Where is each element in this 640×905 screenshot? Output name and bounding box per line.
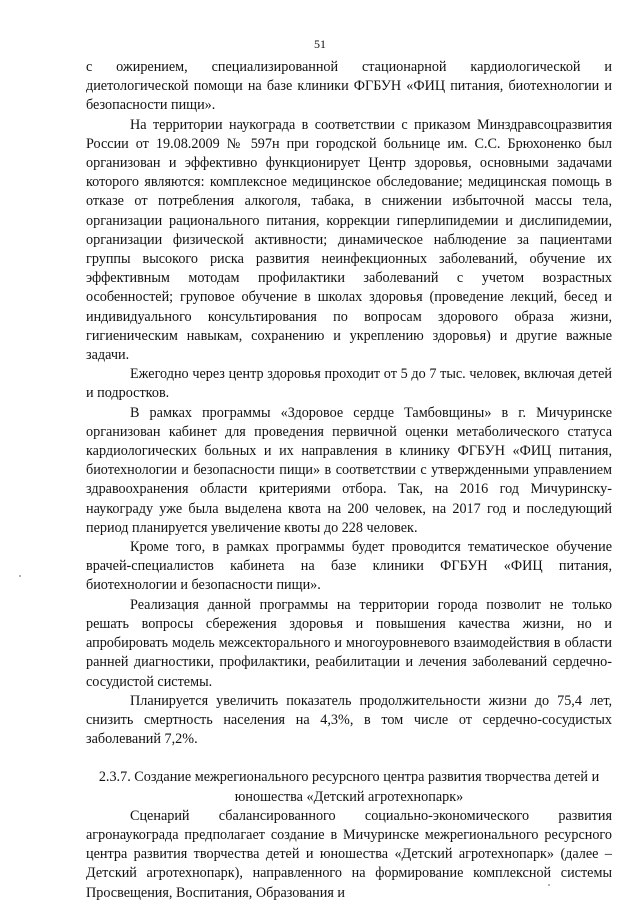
paragraph-scenario: Сценарий сбалансированного социально-экономического развития агронаукограда предполагает создание в Мичуринске межрегионального ресурсного центра развития творчества детей и юношества «Детский агротехнопарк» (далее – Детский агротехнопарк), направленного на формирование комплексной системы Просвещения, Воспитания, Образования и [86,807,612,901]
paragraph-program-cabinet: В рамках программы «Здоровое сердце Тамбовщины» в г. Мичуринске организован кабинет для проведения первичной оценки метаболического статуса кардиологических больных и их направления в клинику ФГБУН «ФИЦ питания, биотехнологии и безопасности пищи» в соответствии с утвержденными управлением здравоохранения области критериями отбора. Так, на 2016 год Мичуринску-наукограду уже была выделена квота на 200 человек, на 2017 год и последующий период планируется увеличение квоты до 228 человек. [86,404,612,536]
scan-mark-left [19,575,21,577]
scan-mark-bottom-right [548,884,550,886]
document-body [86,58,612,903]
paragraph-implementation: Реализация данной программы на территории города позволит не только решать вопросы сбережения здоровья и повышения качества жизни, но и апробировать модель межсекторального и многоуровневого взаимодействия в области ранней диагностики, профилактики, реабилитации и лечения заболеваний сердечно-сосудистой системы. [86,596,612,690]
paragraph-continuation: с ожирением, специализированной стационарной кардиологической и диетологической помощи на базе клиники ФГБУН «ФИЦ питания, биотехнологии и безопасности пищи». [86,59,612,114]
section-spacer [86,749,612,768]
paragraph-health-center: На территории наукограда в соответствии с приказом Минздравсоцразвития России от 19.08.2009 № 597н при городской больнице им. С.С. Брюхоненко был организован и эффективно функционирует Центр здоровья, основными задачами которого являются: комплексное медицинское обследование; медицинская помощь в отказе от потребления алкоголя, табака, в снижении избыточной массы тела, организации рационального питания, коррекции гиперлипидемии и дислипидемии, организации физической активности; динамическое наблюдение за пациентами группы высокого риска развития неинфекционных заболеваний, обучение их эффективным мотодам профилактики заболеваний с учетом возрастных особенностей; груповое обучение в школах здоровья (проведение лекций, бесед и индивидуального консультирования по вопросам здорового образа жизни, гигиеническим навыкам, сохранению и укреплению здоровья) и другие важные задачи. [86,116,612,364]
section-heading: 2.3.7. Создание межрегионального ресурсного центра развития творчества детей и юношества «Детский агротехнопарк» [98,769,600,805]
paragraph-annual-visitors: Ежегодно через центр здоровья проходит от 5 до 7 тыс. человек, включая детей и подростков. [86,366,612,402]
paragraph-life-expectancy: Планируется увеличить показатель продолжительности жизни до 75,4 лет, снизить смертность населения на 4,3%, в том числе от сердечно-сосудистых заболеваний 7,2%. [86,692,612,748]
page-number: 51 [314,37,326,51]
paragraph-training: Кроме того, в рамках программы будет проводится тематическое обучение врачей-специалистов кабинета на базе клиники ФГБУН «ФИЦ питания, биотехнологии и безопасности пищи». [86,539,612,594]
